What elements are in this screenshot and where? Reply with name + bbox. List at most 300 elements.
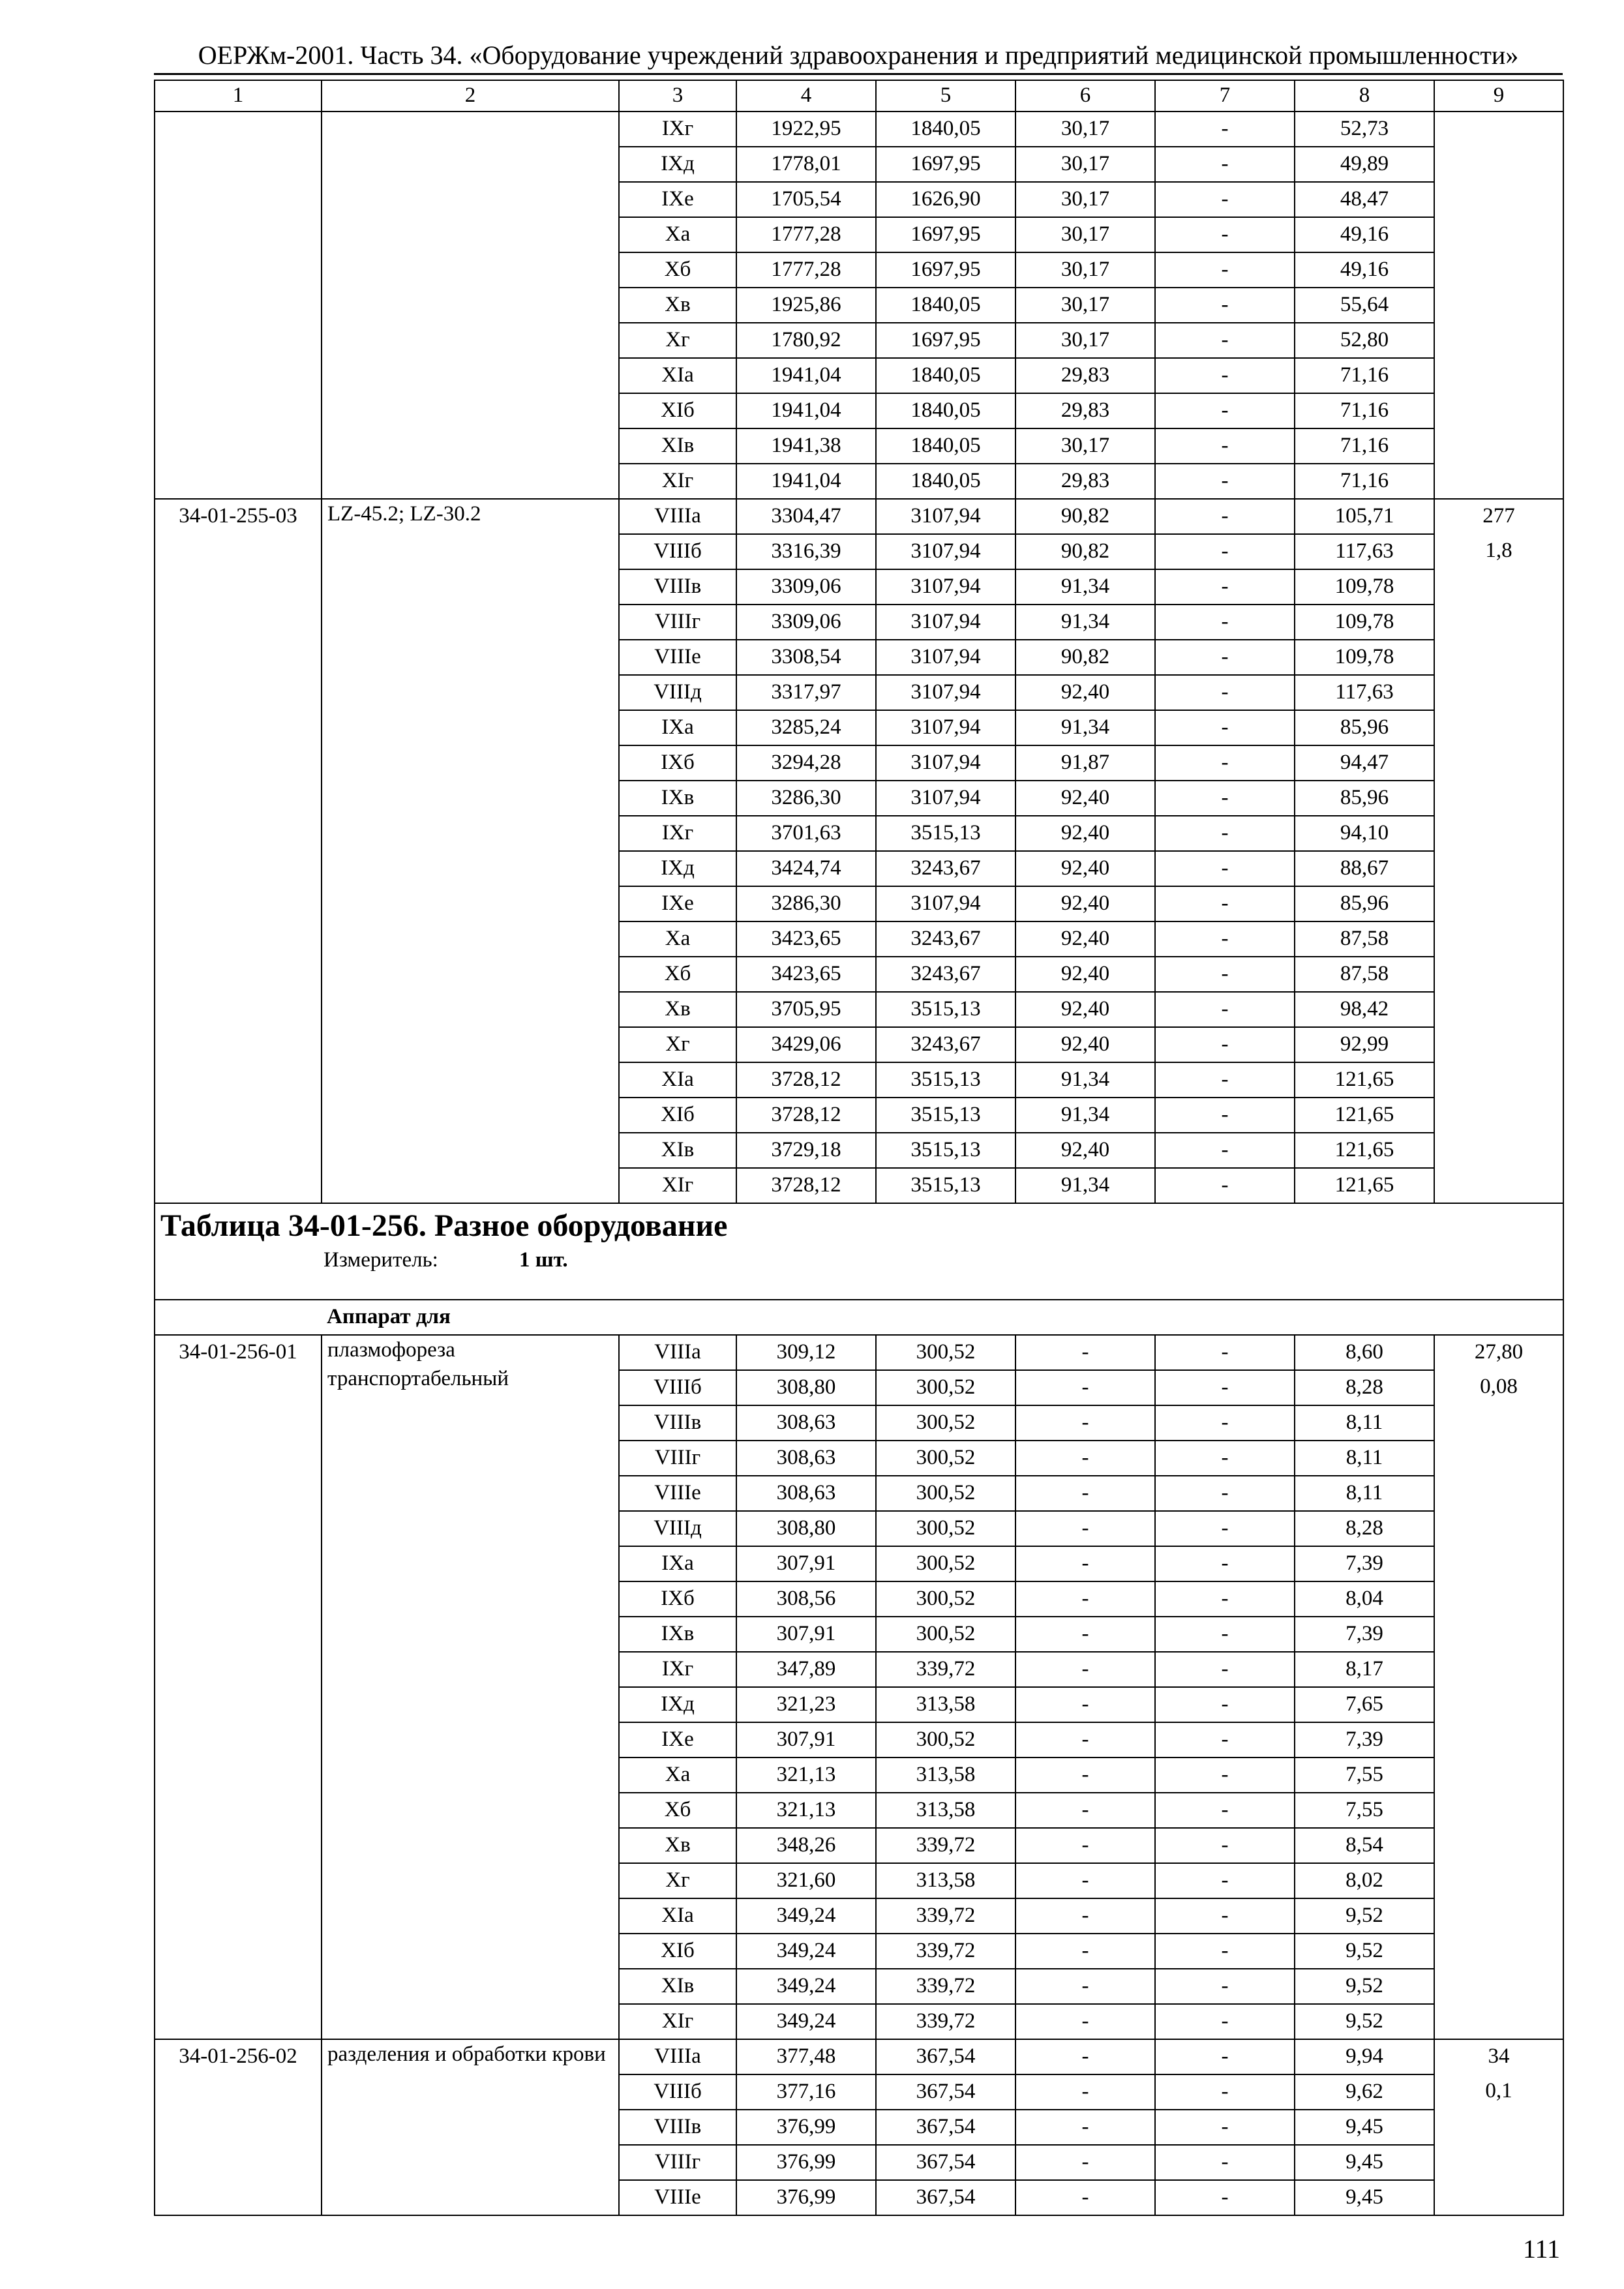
resource-cell [1434,1828,1563,1863]
table-row [155,393,1563,428]
item-name [322,957,619,992]
value-cell: - [1155,1168,1295,1203]
item-name [322,428,619,464]
value-cell: 349,24 [736,1934,876,1969]
value-cell: XIг [619,2004,736,2039]
item-code [155,957,322,992]
value-cell: 7,39 [1295,1722,1434,1758]
value-cell: VIIIв [619,569,736,605]
value-cell: 300,52 [876,1476,1015,1511]
resource-cell [1434,217,1563,252]
value-cell: 8,11 [1295,1441,1434,1476]
value-cell: 1697,95 [876,323,1015,358]
resource-cell [1434,1687,1563,1722]
value-cell: 3701,63 [736,816,876,851]
item-name [322,1476,619,1511]
value-cell: 92,99 [1295,1027,1434,1062]
table-row [155,1934,1563,1969]
value-cell: 3243,67 [876,1027,1015,1062]
value-cell: - [1155,1370,1295,1405]
item-name [322,851,619,886]
value-cell: - [1015,1652,1155,1687]
value-cell: 300,52 [876,1441,1015,1476]
value-cell: - [1155,851,1295,886]
item-name-text: плазмофореза транспортабельный [327,1338,509,1390]
value-cell: 48,47 [1295,182,1434,217]
value-cell: 52,73 [1295,112,1434,147]
value-cell: - [1155,1441,1295,1476]
value-cell: - [1155,1335,1295,1370]
item-code [155,992,322,1027]
value-cell: 376,99 [736,2145,876,2180]
value-cell: VIIIв [619,2110,736,2145]
value-cell: - [1155,2145,1295,2180]
item-code [155,851,322,886]
column-numbers-row [155,80,1563,112]
resource-cell [1434,1027,1563,1062]
value-cell: - [1155,1652,1295,1687]
value-cell: - [1015,1441,1155,1476]
value-cell: XIа [619,1062,736,1098]
value-cell: 3515,13 [876,992,1015,1027]
item-name [322,921,619,957]
table-row [155,1758,1563,1793]
table-cell [155,1300,322,1335]
value-cell: 92,40 [1015,675,1155,710]
item-name [322,1617,619,1652]
value-cell: - [1015,1722,1155,1758]
value-cell: - [1015,1758,1155,1793]
value-cell: 92,40 [1015,851,1155,886]
value-cell: 9,45 [1295,2180,1434,2215]
item-code [155,1027,322,1062]
table-row [155,252,1563,288]
value-cell: 3515,13 [876,816,1015,851]
header-rule [154,73,1563,75]
item-code [155,464,322,499]
table-row [155,464,1563,499]
value-cell: 3309,06 [736,569,876,605]
item-name [322,393,619,428]
value-cell: IXд [619,851,736,886]
value-cell: 1840,05 [876,358,1015,393]
item-name [322,2004,619,2039]
table-row [155,2145,1563,2180]
value-cell: VIIIг [619,2145,736,2180]
value-cell: 92,40 [1015,781,1155,816]
item-code [155,1581,322,1617]
item-code [155,1062,322,1098]
value-cell: 87,58 [1295,921,1434,957]
item-name [322,2039,619,2074]
item-name [322,1098,619,1133]
value-cell: - [1155,499,1295,534]
value-cell: 3729,18 [736,1133,876,1168]
value-cell: 3107,94 [876,710,1015,745]
table-row [155,710,1563,745]
value-cell: 349,24 [736,1969,876,2004]
resource-cell [1434,1546,1563,1581]
resource-cell [1434,2004,1563,2039]
value-cell: 3309,06 [736,605,876,640]
value-cell: 300,52 [876,1370,1015,1405]
table-row [155,992,1563,1027]
value-cell: XIв [619,428,736,464]
resource-cell [1434,992,1563,1027]
resource-cell [1434,851,1563,886]
value-cell: 92,40 [1015,957,1155,992]
value-cell: 367,54 [876,2145,1015,2180]
item-name [322,886,619,921]
item-name [322,605,619,640]
value-cell: 300,52 [876,1546,1015,1581]
item-name [322,1441,619,1476]
table-row [155,323,1563,358]
value-cell: 348,26 [736,1828,876,1863]
item-name [322,1168,619,1203]
value-cell: 308,63 [736,1476,876,1511]
resource-cell [1434,323,1563,358]
value-cell: 30,17 [1015,252,1155,288]
column-number: 6 [1015,80,1155,112]
value-cell: 1840,05 [876,112,1015,147]
resource-cell [1434,1476,1563,1511]
item-name [322,675,619,710]
resource-cell [1434,1722,1563,1758]
item-code [155,1441,322,1476]
value-cell: 3107,94 [876,886,1015,921]
value-cell: XIб [619,1934,736,1969]
value-cell: - [1155,1133,1295,1168]
value-cell: - [1015,1370,1155,1405]
value-cell: 300,52 [876,1722,1015,1758]
value-cell: 3107,94 [876,569,1015,605]
item-code [155,1687,322,1722]
value-cell: 3107,94 [876,499,1015,534]
resource-cell [1434,1098,1563,1133]
resource-cell [1434,288,1563,323]
value-cell: 339,72 [876,1969,1015,2004]
value-cell: - [1015,1476,1155,1511]
value-cell: 3316,39 [736,534,876,569]
value-cell: VIIIб [619,2074,736,2110]
value-cell: 92,40 [1015,992,1155,1027]
section-unit [160,1246,1557,1274]
item-code [155,147,322,182]
value-cell: 9,52 [1295,1898,1434,1934]
item-name [322,1335,619,1390]
item-code [155,745,322,781]
value-cell: 98,42 [1295,992,1434,1027]
value-cell: 3285,24 [736,710,876,745]
value-cell: 1922,95 [736,112,876,147]
value-cell: - [1155,1758,1295,1793]
value-cell: - [1155,710,1295,745]
value-cell: 339,72 [876,2004,1015,2039]
value-cell: 91,34 [1015,1168,1155,1203]
item-name [322,252,619,288]
item-code [155,1617,322,1652]
resource-cell [1434,1898,1563,1934]
item-code [155,534,322,569]
value-cell: 9,45 [1295,2110,1434,2145]
value-cell: 92,40 [1015,1027,1155,1062]
resource-cell [1434,640,1563,675]
value-cell: 313,58 [876,1863,1015,1898]
resource-cell [1434,252,1563,288]
item-code [155,921,322,957]
item-code [155,1546,322,1581]
item-code [155,1793,322,1828]
table-row [155,1405,1563,1441]
item-code [155,569,322,605]
value-cell: - [1015,2039,1155,2074]
column-number: 3 [619,80,736,112]
value-cell: Xг [619,1863,736,1898]
value-cell: 1697,95 [876,217,1015,252]
value-cell: 105,71 [1295,499,1434,534]
value-cell: 307,91 [736,1722,876,1758]
resource-cell: 277 [1434,499,1563,534]
resource-cell [1434,1617,1563,1652]
unit-label: Измеритель: [323,1248,438,1272]
resource-cell [1434,957,1563,992]
table-row [155,1652,1563,1687]
value-cell: - [1155,534,1295,569]
value-cell: 1840,05 [876,393,1015,428]
value-cell: 3515,13 [876,1168,1015,1203]
value-cell: 307,91 [736,1617,876,1652]
item-code [155,288,322,323]
item-code [155,1405,322,1441]
value-cell: 377,48 [736,2039,876,2074]
item-name [322,992,619,1027]
item-code [155,217,322,252]
value-cell: 3728,12 [736,1062,876,1098]
resource-cell [1434,605,1563,640]
value-cell: XIв [619,1969,736,2004]
item-code [155,2004,322,2039]
value-cell: - [1155,1098,1295,1133]
value-cell: - [1155,2074,1295,2110]
value-cell: 313,58 [876,1793,1015,1828]
value-cell: - [1015,2004,1155,2039]
item-name [322,1969,619,2004]
item-name [322,745,619,781]
value-cell: 30,17 [1015,323,1155,358]
value-cell: 87,58 [1295,957,1434,992]
value-cell: - [1015,1934,1155,1969]
value-cell: 3107,94 [876,640,1015,675]
table-row [155,1098,1563,1133]
value-cell: 8,11 [1295,1476,1434,1511]
item-name [322,2180,619,2215]
value-cell: IXв [619,1617,736,1652]
table-row [155,886,1563,921]
item-code [155,1758,322,1793]
table-row [155,2039,1563,2074]
value-cell: Xв [619,1828,736,1863]
column-number: 8 [1295,80,1434,112]
value-cell: - [1155,1687,1295,1722]
value-cell: 117,63 [1295,534,1434,569]
value-cell: 300,52 [876,1405,1015,1441]
item-name [322,112,619,147]
item-code [155,1863,322,1898]
value-cell: - [1155,2180,1295,2215]
table-row [155,1546,1563,1581]
resource-cell [1434,1133,1563,1168]
resource-cell [1434,182,1563,217]
value-cell: 121,65 [1295,1062,1434,1098]
item-name [322,1511,619,1546]
item-code [155,1511,322,1546]
value-cell: - [1155,1722,1295,1758]
item-code [155,710,322,745]
value-cell: VIIIг [619,605,736,640]
item-code [155,2145,322,2180]
value-cell: 109,78 [1295,605,1434,640]
value-cell: IXд [619,1687,736,1722]
value-cell: 1840,05 [876,464,1015,499]
value-cell: 90,82 [1015,534,1155,569]
value-cell: 92,40 [1015,921,1155,957]
table-row [155,781,1563,816]
value-cell: - [1155,745,1295,781]
table-row [155,2180,1563,2215]
value-cell: 30,17 [1015,288,1155,323]
value-cell: 30,17 [1015,217,1155,252]
value-cell: - [1155,569,1295,605]
item-name [322,569,619,605]
value-cell: 1777,28 [736,217,876,252]
item-code [155,1722,322,1758]
item-name [322,499,619,534]
value-cell: 308,80 [736,1511,876,1546]
value-cell: - [1155,252,1295,288]
value-cell: IXб [619,745,736,781]
value-cell: - [1155,428,1295,464]
value-cell: - [1155,957,1295,992]
value-cell: 300,52 [876,1335,1015,1370]
value-cell: IXг [619,816,736,851]
value-cell: IXв [619,781,736,816]
item-name [322,182,619,217]
table-row [155,569,1563,605]
value-cell: - [1015,1511,1155,1546]
value-cell: 307,91 [736,1546,876,1581]
resource-cell [1434,745,1563,781]
value-cell: VIIIд [619,675,736,710]
table-row [155,675,1563,710]
item-code [155,393,322,428]
value-cell: - [1015,1617,1155,1652]
value-cell: 3308,54 [736,640,876,675]
table-row [155,745,1563,781]
value-cell: 309,12 [736,1335,876,1370]
resource-cell [1434,921,1563,957]
value-cell: 30,17 [1015,182,1155,217]
value-cell: - [1155,1476,1295,1511]
value-cell: 1626,90 [876,182,1015,217]
value-cell: Xб [619,957,736,992]
item-code [155,2180,322,2215]
resource-cell [1434,781,1563,816]
value-cell: 3107,94 [876,534,1015,569]
item-name [322,1898,619,1934]
value-cell: 3424,74 [736,851,876,886]
value-cell: 349,24 [736,1898,876,1934]
resource-cell [1434,464,1563,499]
item-name [322,640,619,675]
value-cell: - [1155,2039,1295,2074]
resource-cell [1434,358,1563,393]
value-cell: IXе [619,182,736,217]
resource-cell [1434,1441,1563,1476]
value-cell: 3243,67 [876,921,1015,957]
value-cell: 94,10 [1295,816,1434,851]
value-cell: 7,55 [1295,1793,1434,1828]
value-cell: 339,72 [876,1898,1015,1934]
item-code [155,781,322,816]
value-cell: 313,58 [876,1687,1015,1722]
item-code [155,1934,322,1969]
value-cell: 9,94 [1295,2039,1434,2074]
value-cell: IXд [619,147,736,182]
value-cell: 85,96 [1295,781,1434,816]
table-row [155,534,1563,569]
item-code [155,1969,322,2004]
value-cell: 3243,67 [876,957,1015,992]
item-name [322,1793,619,1828]
resource-cell: 34 [1434,2039,1563,2074]
item-name [322,358,619,393]
value-cell: 7,39 [1295,1617,1434,1652]
value-cell: - [1155,1062,1295,1098]
table-row [155,1441,1563,1476]
value-cell: 3515,13 [876,1062,1015,1098]
item-name [322,1027,619,1062]
value-cell: Xа [619,921,736,957]
item-name [322,1133,619,1168]
value-cell: XIб [619,393,736,428]
value-cell: Xа [619,1758,736,1793]
item-code: 34-01-256-01 [155,1335,322,1370]
value-cell: 1780,92 [736,323,876,358]
value-cell: 85,96 [1295,886,1434,921]
value-cell: Xа [619,217,736,252]
value-cell: - [1155,1934,1295,1969]
rates-table [154,80,1564,2216]
item-code [155,640,322,675]
value-cell: 7,65 [1295,1687,1434,1722]
value-cell: 300,52 [876,1581,1015,1617]
item-name [322,464,619,499]
table-row [155,2074,1563,2110]
item-name [322,1062,619,1098]
item-code [155,1133,322,1168]
table-row [155,1793,1563,1828]
value-cell: 92,40 [1015,886,1155,921]
value-cell: - [1155,781,1295,816]
item-code [155,2074,322,2110]
resource-cell [1434,1405,1563,1441]
value-cell: 1941,04 [736,358,876,393]
table-row [155,2004,1563,2039]
value-cell: Xв [619,992,736,1027]
value-cell: IXг [619,1652,736,1687]
resource-cell [1434,1581,1563,1617]
